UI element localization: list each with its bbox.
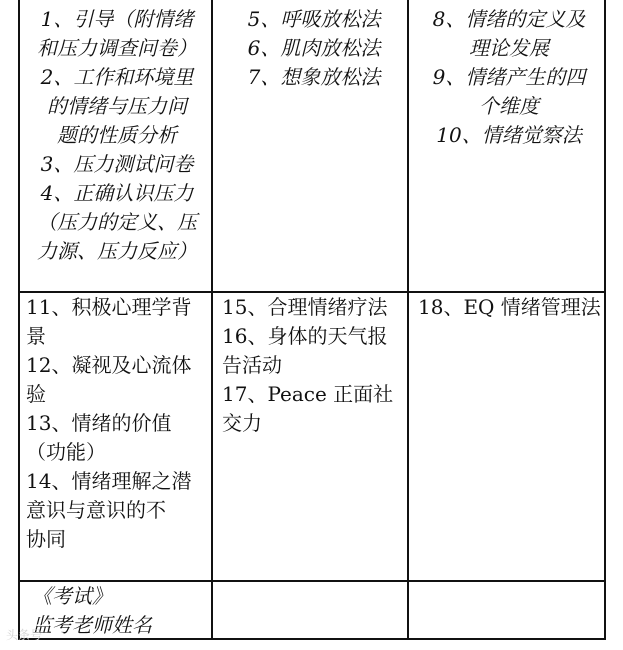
cell-line: 意识与意识的不: [26, 498, 166, 522]
row2-col2-cell: [222, 293, 410, 438]
cell-line: 监考老师姓名: [32, 613, 152, 637]
cell-line: 和压力调查问卷）: [37, 36, 197, 60]
cell-line: 8、情绪的定义及: [432, 7, 586, 31]
cell-line: 17、Peace 正面社: [222, 382, 394, 406]
cell-line: 《考试》: [32, 584, 112, 608]
cell-line: 的情绪与压力问: [47, 94, 187, 118]
cell-line: 理论发展: [469, 36, 549, 60]
cell-line: 5、呼吸放松法: [247, 7, 381, 31]
cell-line: （功能）: [26, 440, 106, 464]
row2-col1-cell: [26, 293, 212, 554]
cell-line: 告活动: [222, 353, 282, 377]
cell-line: 13、情绪的价值: [26, 411, 172, 435]
cell-line: 验: [26, 382, 46, 406]
row3-col1-cell: [32, 582, 218, 640]
cell-line: 协同: [26, 527, 66, 551]
row1-col1-cell: [24, 5, 210, 266]
table-left-border: [18, 0, 20, 640]
cell-line: 9、情绪产生的四: [432, 65, 586, 89]
cell-line: 1、引导（附情绪: [40, 7, 194, 31]
cell-line: 10、情绪觉察法: [436, 123, 582, 147]
cell-line: 16、身体的天气报: [222, 324, 388, 348]
cell-line: （压力的定义、压: [37, 210, 197, 234]
row2-col3-cell: [418, 293, 608, 322]
cell-line: 7、想象放松法: [247, 65, 381, 89]
cell-line: 交力: [222, 411, 262, 435]
row1-col3-cell: [414, 5, 604, 150]
cell-line: 18、EQ 情绪管理法: [418, 295, 601, 319]
cell-line: 景: [26, 324, 46, 348]
cell-line: 15、合理情绪疗法: [222, 295, 388, 319]
cell-line: 题的性质分析: [57, 123, 177, 147]
cell-line: 12、凝视及心流体: [26, 353, 192, 377]
cell-line: 14、情绪理解之潜: [26, 469, 192, 493]
row1-col2-cell: [220, 5, 408, 92]
cell-line: 4、正确认识压力: [40, 181, 194, 205]
cell-line: 11、积极心理学背: [26, 295, 192, 319]
cell-line: 2、工作和环境里: [40, 65, 194, 89]
cell-line: 个维度: [479, 94, 539, 118]
cell-line: 3、压力测试问卷: [40, 152, 194, 176]
watermark: 头条号: [6, 628, 43, 642]
cell-line: 6、肌肉放松法: [247, 36, 381, 60]
cell-line: 力源、压力反应）: [37, 239, 197, 263]
